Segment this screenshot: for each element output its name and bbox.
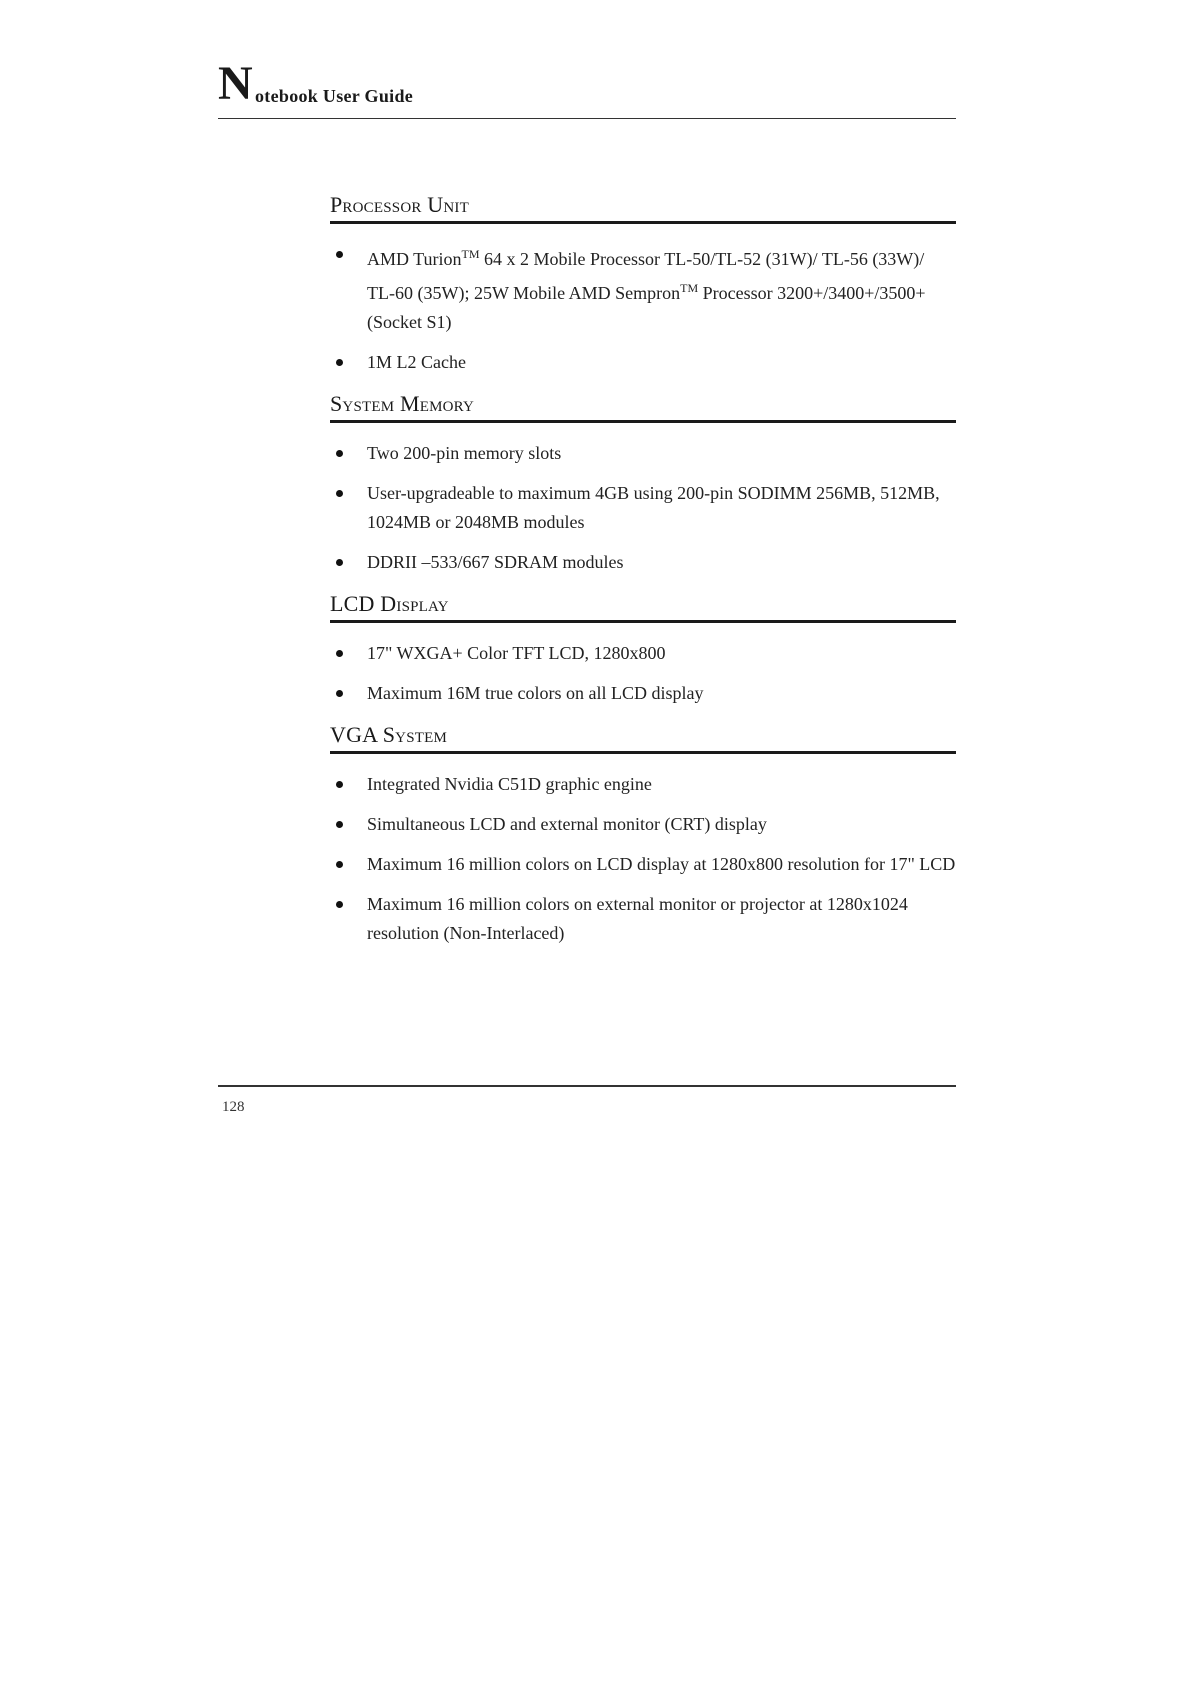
trademark-mark: TM <box>461 247 480 261</box>
header-title: otebook User Guide <box>255 86 414 106</box>
list-item <box>330 548 956 577</box>
bullet-icon <box>336 251 343 258</box>
header-initial: N <box>218 57 253 110</box>
item-text: Maximum 16 million colors on external monitor or projector at 1280x1024 resolution (Non-Interlaced) <box>367 894 908 943</box>
bullet-icon <box>336 781 343 788</box>
list-item <box>330 479 956 537</box>
item-text: AMD Turion <box>367 249 462 269</box>
page-header <box>218 58 956 119</box>
section-lcd-display <box>330 591 956 708</box>
list-item <box>330 639 956 668</box>
bullet-icon <box>336 559 343 566</box>
bullet-list <box>330 439 956 577</box>
section-processor-unit <box>330 192 956 377</box>
section-vga-system <box>330 722 956 948</box>
trademark-mark: TM <box>680 281 699 295</box>
item-text: 64 x 2 Mobile Processor TL-50/TL-52 (31W)/ TL-56 (33W)/ TL-60 (35W); 25W Mobile AMD Sempron <box>367 249 925 303</box>
section-title: LCD Display <box>330 591 956 623</box>
item-text: DDRII –533/667 SDRAM modules <box>367 552 624 572</box>
bullet-list <box>330 639 956 708</box>
bullet-icon <box>336 450 343 457</box>
list-item <box>330 890 956 948</box>
main-content <box>330 192 956 962</box>
item-text: Integrated Nvidia C51D graphic engine <box>367 774 652 794</box>
page-footer <box>218 1085 956 1115</box>
item-text: 1M L2 Cache <box>367 352 466 372</box>
bullet-icon <box>336 690 343 697</box>
bullet-list <box>330 240 956 377</box>
list-item <box>330 810 956 839</box>
item-text: Processor 3200+/3400+/3500+ (Socket S1) <box>367 283 926 332</box>
list-item <box>330 679 956 708</box>
list-item <box>330 439 956 468</box>
section-system-memory <box>330 391 956 577</box>
bullet-icon <box>336 359 343 366</box>
bullet-icon <box>336 901 343 908</box>
bullet-icon <box>336 490 343 497</box>
item-text: Two 200-pin memory slots <box>367 443 562 463</box>
item-text: Maximum 16 million colors on LCD display at 1280x800 resolution for 17" LCD <box>367 854 956 874</box>
list-item <box>330 348 956 377</box>
item-text: Maximum 16M true colors on all LCD display <box>367 683 704 703</box>
bullet-icon <box>336 861 343 868</box>
section-title: Processor Unit <box>330 192 956 224</box>
section-title: System Memory <box>330 391 956 423</box>
list-item <box>330 770 956 799</box>
bullet-icon <box>336 821 343 828</box>
item-text: 17" WXGA+ Color TFT LCD, 1280x800 <box>367 643 666 663</box>
list-item <box>330 240 956 337</box>
list-item <box>330 850 956 879</box>
bullet-list <box>330 770 956 948</box>
item-text: Simultaneous LCD and external monitor (CRT) display <box>367 814 767 834</box>
section-title: VGA System <box>330 722 956 754</box>
bullet-icon <box>336 650 343 657</box>
item-text: User-upgradeable to maximum 4GB using 200-pin SODIMM 256MB, 512MB, 1024MB or 2048MB modules <box>367 483 940 532</box>
page-number: 128 <box>222 1099 245 1115</box>
